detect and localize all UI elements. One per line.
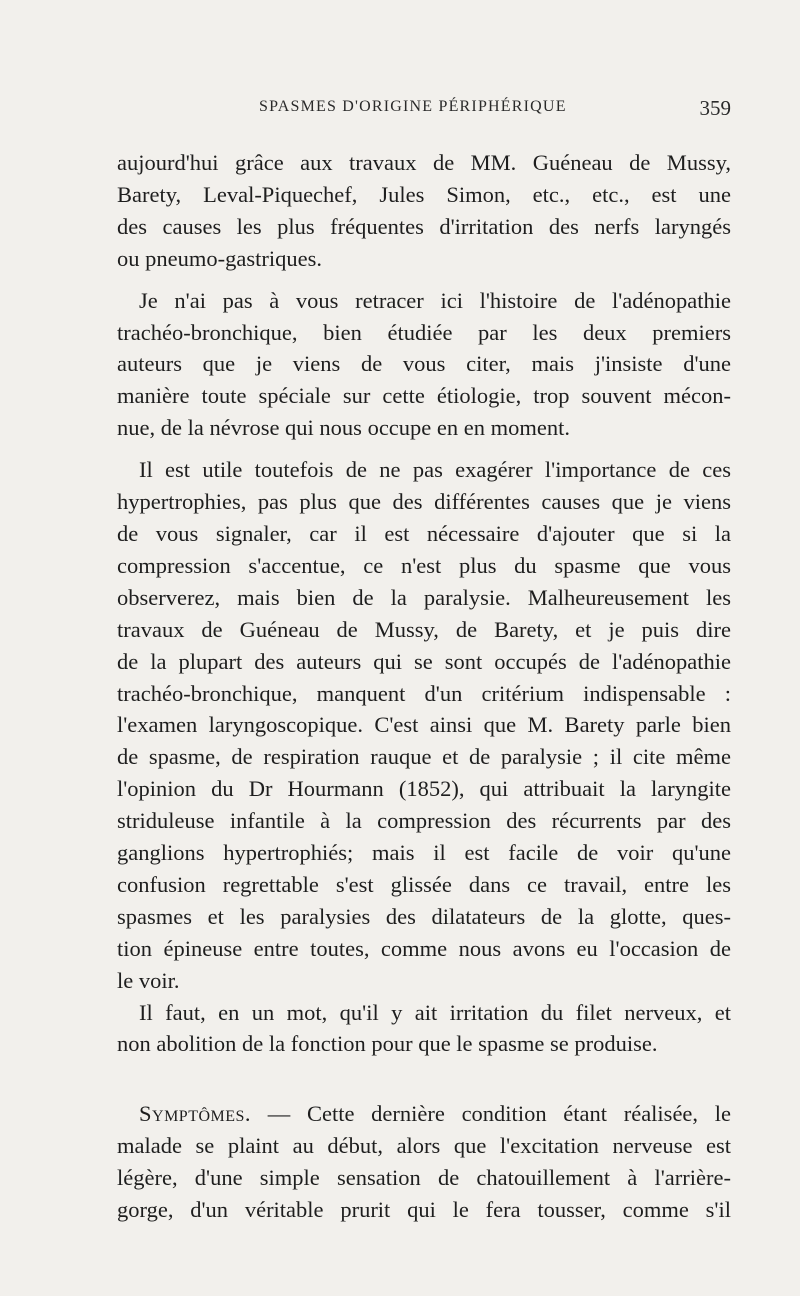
paragraph-2 — [117, 285, 731, 445]
paragraph-5 — [117, 1098, 731, 1226]
text-line: tion épineuse entre toutes, comme nous avons eu l'occasion de — [117, 935, 731, 961]
text-line: aujourd'hui grâce aux travaux de MM. Guéneau de Mussy, — [117, 150, 731, 175]
text-line: l'examen laryngoscopique. C'est ainsi que M. Barety parle bien — [117, 712, 731, 738]
text-line: Il est utile toutefois de ne pas exagérer l'importance de ces — [139, 457, 731, 483]
text-line: Barety, Leval-Piquechef, Jules Simon, etc., etc., est une — [117, 181, 731, 207]
text-line: compression s'accentue, ce n'est plus du spasme que vous — [117, 552, 731, 578]
text-line: trachéo-bronchique, manquent d'un critérium indispensable : — [117, 680, 731, 706]
page-number: 359 — [699, 96, 731, 120]
text-line: auteurs que je viens de vous citer, mais j'insiste d'une — [117, 351, 731, 377]
text-line: de la plupart des auteurs qui se sont occupés de l'adénopathie — [117, 648, 731, 674]
text-line: confusion regrettable s'est glissée dans ce travail, entre les — [117, 871, 731, 897]
text-line: non abolition de la fonction pour que le spasme se produise. — [117, 1031, 658, 1057]
text-line: le voir. — [117, 967, 180, 993]
text-line: ou pneumo-gastriques. — [117, 245, 322, 271]
text-fragment: — Cette dernière condition étant réalisée, le — [251, 1101, 731, 1127]
text-line: Il faut, en un mot, qu'il y ait irritation du filet nerveux, et — [139, 999, 731, 1025]
text-line — [117, 1098, 731, 1130]
text-line: l'opinion du Dr Hourmann (1852), qui attribuait la laryngite — [117, 776, 731, 802]
running-header — [117, 98, 731, 126]
running-title: SPASMES D'ORIGINE PÉRIPHÉRIQUE — [259, 98, 567, 115]
text-line: malade se plaint au début, alors que l'excitation nerveuse est — [117, 1133, 731, 1159]
section-heading: Symptômes. — [139, 1101, 252, 1127]
text-line: de spasme, de respiration rauque et de paralysie ; il cite même — [117, 744, 731, 770]
text-line: légère, d'une simple sensation de chatouillement à l'arrière- — [117, 1165, 731, 1191]
paragraph-4 — [117, 997, 731, 1061]
text-line: travaux de Guéneau de Mussy, de Barety, et je puis dire — [117, 616, 731, 642]
text-line: manière toute spéciale sur cette étiologie, trop souvent mécon- — [117, 383, 731, 409]
text-line: des causes les plus fréquentes d'irritation des nerfs laryngés — [117, 213, 731, 239]
text-line: Je n'ai pas à vous retracer ici l'histoire de l'adénopathie — [139, 287, 731, 313]
text-line: spasmes et les paralysies des dilatateurs de la glotte, ques- — [117, 903, 731, 929]
text-line: striduleuse infantile à la compression des récurrents par des — [117, 808, 731, 834]
text-line: trachéo-bronchique, bien étudiée par les deux premiers — [117, 319, 731, 345]
text-line: ganglions hypertrophiés; mais il est facile de voir qu'une — [117, 840, 731, 866]
text-line: gorge, d'un véritable prurit qui le fera tousser, comme s'il — [117, 1197, 731, 1223]
text-line: hypertrophies, pas plus que des différentes causes que je viens — [117, 489, 731, 515]
paragraph-1 — [117, 147, 731, 275]
text-line: nue, de la névrose qui nous occupe en en moment. — [117, 415, 570, 441]
body-text — [117, 147, 731, 1226]
paragraph-3 — [117, 454, 731, 996]
text-line: de vous signaler, car il est nécessaire d'ajouter que si la — [117, 520, 731, 546]
text-line: observerez, mais bien de la paralysie. Malheureusement les — [117, 584, 731, 610]
